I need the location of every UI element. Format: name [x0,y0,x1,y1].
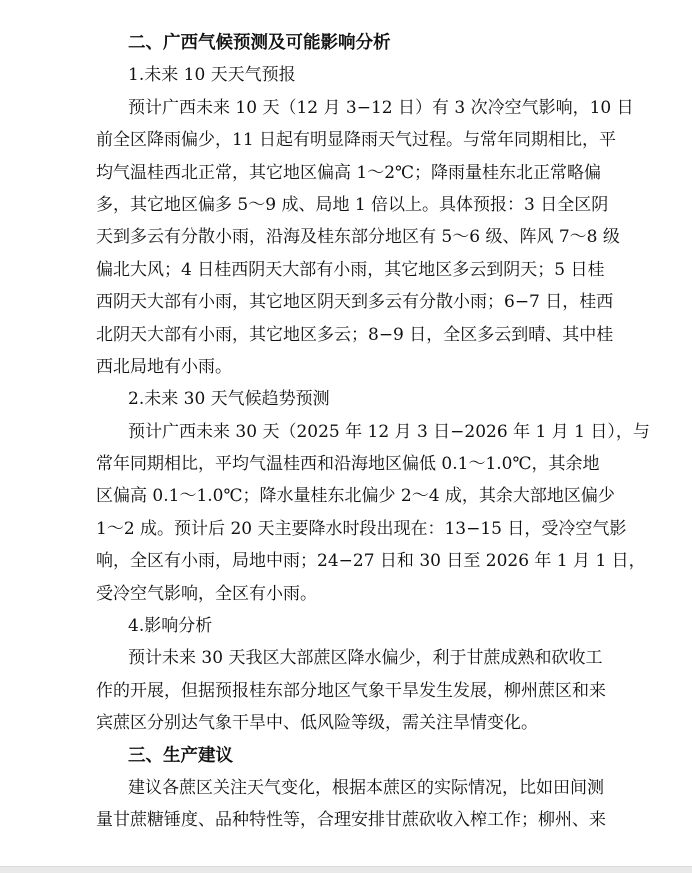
paragraph [96,772,606,837]
paragraph-line: 作的开展，但据预报桂东部分地区气象干旱发生发展，柳州蔗区和来 [96,680,606,701]
subheading: 2.未来 30 天气候趋势预测 [128,389,330,410]
paragraph-line: 常年同期相比，平均气温桂西和沿海地区偏低 0.1～1.0℃，其余地 [96,454,600,475]
paragraph-line: 预计广西未来 10 天（12 月 3−12 日）有 3 次冷空气影响，10 日 [128,97,634,118]
paragraph-line: 前全区降雨偏少，11 日起有明显降雨天气过程。与常年同期相比，平 [96,130,617,151]
subheading: 4.影响分析 [128,616,213,637]
paragraph-line: 响，全区有小雨，局地中雨；24−27 日和 30 日至 2026 年 1 月 1 日， [96,551,646,572]
section-heading: 二、广西气候预测及可能影响分析 [128,33,391,53]
paragraph-line: 多，其它地区偏多 5～9 成、局地 1 倍以上。具体预报：3 日全区阴 [96,194,609,215]
paragraph-line: 建议各蔗区关注天气变化，根据本蔗区的实际情况，比如田间测 [128,777,604,798]
paragraph-line: 宾蔗区分别达气象干旱中、低风险等级，需关注旱情变化。 [96,713,538,734]
paragraph-line: 西北局地有小雨。 [96,356,232,377]
paragraph-line: 北阴天大部有小雨，其它地区多云；8−9 日，全区多云到晴、其中桂 [96,324,614,345]
paragraph-line: 1～2 成。预计后 20 天主要降水时段出现在：13−15 日，受冷空气影 [96,518,627,539]
section-heading: 三、生产建议 [128,745,233,766]
paragraph-line: 西阴天大部有小雨，其它地区阴天到多云有分散小雨；6−7 日，桂西 [96,292,614,313]
paragraph-line: 预计广西未来 30 天（2025 年 12 月 3 日−2026 年 1 月 1 日），与 [128,421,650,442]
paragraph-line: 均气温桂西北正常，其它地区偏高 1～2℃；降雨量桂东北正常略偏 [96,162,602,183]
paragraph-line: 预计未来 30 天我区大部蔗区降水偏少，利于甘蔗成熟和砍收工 [128,648,603,669]
paragraph-line: 偏北大风；4 日桂西阴天大部有小雨，其它地区多云到阴天；5 日桂 [96,259,605,280]
subheading: 1.未来 10 天天气预报 [128,65,296,86]
paragraph [96,642,606,739]
paragraph-line: 量甘蔗糖锤度、品种特性等，合理安排甘蔗砍收入榨工作；柳州、来 [96,810,606,831]
paragraph [96,416,650,610]
paragraph [96,92,634,384]
paragraph-line: 天到多云有分散小雨，沿海及桂东部分地区有 5～6 级、阵风 7～8 级 [96,227,620,248]
page-bottom-edge [0,866,692,873]
paragraph-line: 区偏高 0.1～1.0℃；降水量桂东北偏少 2～4 成，其余大部地区偏少 [96,486,615,507]
document-page [96,27,650,837]
paragraph-line: 受冷空气影响，全区有小雨。 [96,583,317,604]
